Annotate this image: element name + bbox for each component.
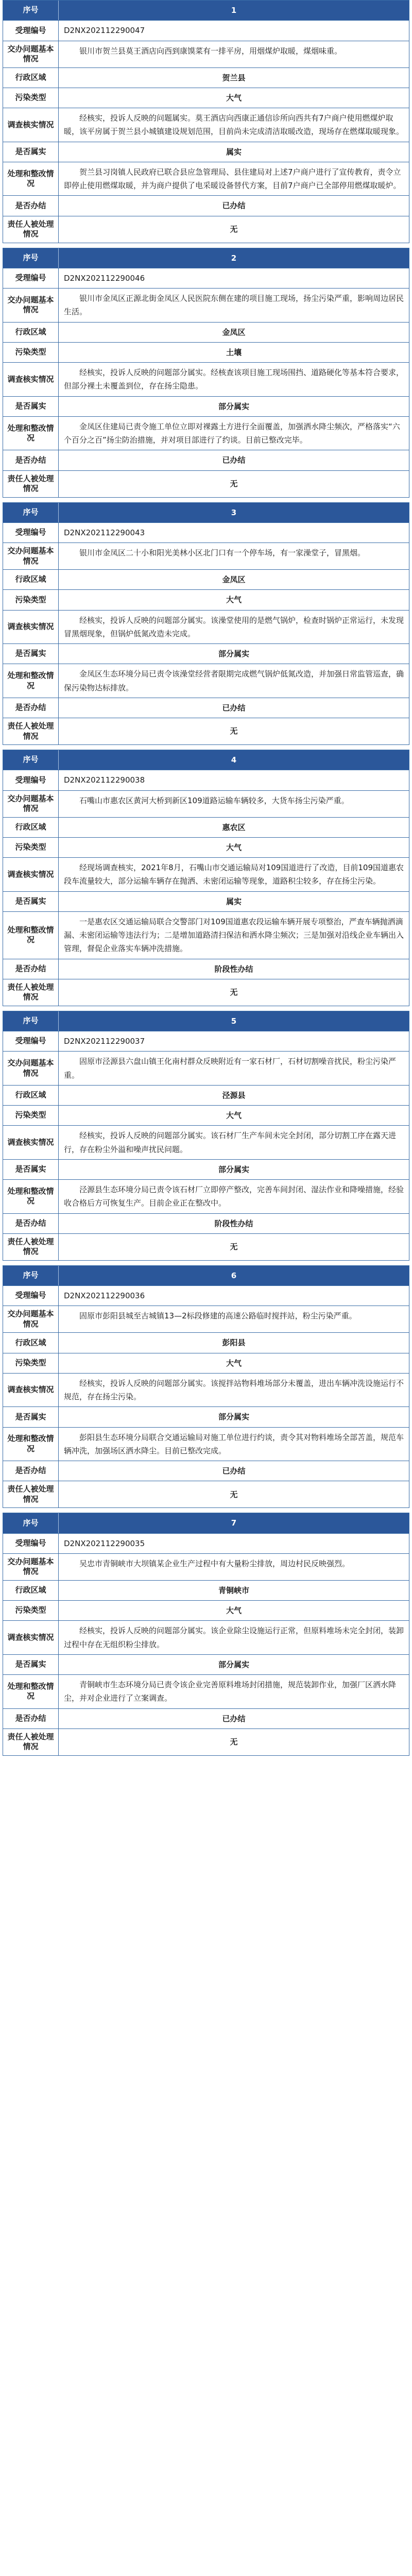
closed-value: 已办结: [222, 201, 246, 211]
confirmed-label: 是否属实: [3, 1407, 59, 1427]
issue-label: 交办问题基本情况: [3, 1052, 59, 1085]
closed-value: 已办结: [222, 1466, 246, 1476]
pollution-value: 大气: [226, 1606, 242, 1615]
pollution-label: 污染类型: [3, 88, 59, 108]
accountable-label: 责任人被处理情况: [3, 1729, 59, 1755]
accountable-row: [3, 1233, 409, 1260]
handling-text: 青铜峡市生态环境分局已责令该企业完善原料堆场封闭措施，规范装卸作业，加强厂区洒水降尘，并对企业进行了立案调查。: [64, 1680, 397, 1703]
issue-label: 交办问题基本情况: [3, 543, 59, 569]
seq-label: 序号: [3, 1, 59, 20]
complaint-record: [3, 1513, 409, 1756]
issue-row: [3, 41, 409, 67]
pollution-label: 污染类型: [3, 590, 59, 609]
investigation-text: 经核实，投诉人反映的问题部分属实。该澡堂使用的是燃气锅炉，检查时锅炉正常运行，未发现冒黑烟现象，但锅炉低氮改造未完成。: [64, 615, 404, 638]
issue-text: 固原市彭阳县城至古城镇13—2标段修建的高速公路临时搅拌站，粉尘污染严重。: [79, 1311, 357, 1321]
issue-row: [3, 543, 409, 569]
confirmed-row: [3, 142, 409, 162]
confirmed-value: 部分属实: [218, 401, 249, 411]
region-row: [3, 817, 409, 837]
pollution-row: [3, 1105, 409, 1125]
handling-text: 一是惠农区交通运输局联合交警部门对109国道惠农段运输车辆开展专项整治，严查车辆抛洒滴漏、未密闭运输等违法行为；二是增加道路清扫保洁和洒水降尘频次；三是加强对沿线企业车辆出入管理，督促企业落实车辆冲洗措施。: [64, 917, 404, 954]
code-label: 受理编号: [3, 1031, 59, 1051]
issue-text: 吴忠市青铜峡市大坝镇某企业生产过程中有大量粉尘排放，周边村民反映强烈。: [79, 1558, 350, 1568]
accountable-row: [3, 1481, 409, 1507]
code-row: [3, 1533, 409, 1553]
investigation-text: 经核实，投诉人反映的问题部分属实。该企业除尘设施运行正常，但原料堆场未完全封闭，装卸过程中存在无组织粉尘排放。: [64, 1626, 404, 1649]
region-label: 行政区域: [3, 818, 59, 837]
pollution-row: [3, 1600, 409, 1620]
issue-row: [3, 288, 409, 322]
code-value: D2NX202112290043: [64, 528, 145, 537]
confirmed-value: 部分属实: [218, 1164, 249, 1174]
investigation-label: 调查核实情况: [3, 108, 59, 142]
issue-row: [3, 1306, 409, 1332]
code-row: [3, 20, 409, 40]
code-row: [3, 770, 409, 790]
handling-label: 处理和整改情况: [3, 162, 59, 196]
region-row: [3, 322, 409, 342]
accountable-value: 无: [230, 1737, 238, 1747]
issue-text: 固原市泾源县六盘山镇王化南村群众反映附近有一家石材厂，石材切割噪音扰民，粉尘污染严重。: [64, 1057, 397, 1080]
closed-row: [3, 1708, 409, 1728]
region-row: [3, 1085, 409, 1105]
handling-row: [3, 416, 409, 450]
handling-label: 处理和整改情况: [3, 912, 59, 959]
handling-value: [59, 1180, 409, 1213]
handling-text: 贺兰县习岗镇人民政府已联合县应急管理局、县住建局对上述7户商户进行了宣传教育，责令立即停止使用燃煤取暖，并为商户提供了电采暖设备替代方案，目前7户商户已全部停用燃煤取暖炉。: [64, 167, 401, 190]
seq-row: [3, 1, 409, 20]
accountable-value: 无: [230, 1489, 238, 1499]
investigation-label: 调查核实情况: [3, 1126, 59, 1159]
seq-row: [3, 248, 409, 268]
confirmed-label: 是否属实: [3, 1655, 59, 1674]
handling-label: 处理和整改情况: [3, 1428, 59, 1461]
issue-row: [3, 1553, 409, 1580]
handling-text: 泾源县生态环境分局已责令该石材厂立即停产整改，完善车间封闭、湿法作业和降噪措施，经验收合格后方可恢复生产。目前企业正在整改中。: [64, 1185, 404, 1208]
pollution-value: 大气: [226, 1358, 242, 1368]
issue-label: 交办问题基本情况: [3, 791, 59, 817]
issue-text: 石嘴山市惠农区黄河大桥到新区109道路运输车辆较多，大货车扬尘污染严重。: [79, 795, 349, 805]
closed-label: 是否办结: [3, 450, 59, 470]
investigation-label: 调查核实情况: [3, 1621, 59, 1654]
handling-row: [3, 1427, 409, 1461]
complaint-record: [3, 1265, 409, 1509]
closed-row: [3, 698, 409, 718]
handling-text: 彭阳县生态环境分局联合交通运输局对施工单位进行约谈，责令其对物料堆场全部苫盖，规范车辆冲洗，加强场区洒水降尘。目前已整改完成。: [64, 1432, 404, 1455]
code-row: [3, 1285, 409, 1306]
seq-row: [3, 1266, 409, 1285]
confirmed-label: 是否属实: [3, 142, 59, 162]
closed-value: 阶段性办结: [214, 964, 253, 974]
seq-label: 序号: [3, 503, 59, 522]
complaint-record: [3, 750, 409, 1006]
confirmed-row: [3, 643, 409, 664]
accountable-row: [3, 1728, 409, 1755]
pollution-label: 污染类型: [3, 343, 59, 362]
issue-value: [59, 289, 409, 322]
closed-value: 已办结: [222, 455, 246, 465]
region-value: 金凤区: [222, 327, 246, 337]
region-value: 金凤区: [222, 575, 246, 584]
confirmed-label: 是否属实: [3, 644, 59, 664]
accountable-value: 无: [230, 1242, 238, 1252]
seq-label: 序号: [3, 750, 59, 770]
confirmed-value: 属实: [226, 147, 242, 157]
region-row: [3, 67, 409, 88]
code-row: [3, 522, 409, 543]
accountable-label: 责任人被处理情况: [3, 1234, 59, 1260]
region-label: 行政区域: [3, 68, 59, 88]
investigation-label: 调查核实情况: [3, 1374, 59, 1407]
pollution-value: 大气: [226, 1111, 242, 1120]
confirmed-value: 部分属实: [218, 649, 249, 658]
code-label: 受理编号: [3, 523, 59, 543]
investigation-value: [59, 108, 409, 142]
region-value: 青铜峡市: [218, 1585, 249, 1595]
region-value: 泾源县: [222, 1090, 246, 1100]
region-label: 行政区域: [3, 1086, 59, 1105]
investigation-value: [59, 1126, 409, 1159]
accountable-value: 无: [230, 988, 238, 997]
investigation-row: [3, 1125, 409, 1159]
confirmed-label: 是否属实: [3, 397, 59, 416]
handling-value: [59, 1675, 409, 1708]
closed-row: [3, 1213, 409, 1233]
pollution-value: 大气: [226, 595, 242, 605]
closed-label: 是否办结: [3, 196, 59, 215]
handling-text: 金凤区住建局已责令施工单位立即对裸露土方进行全面覆盖，加强洒水降尘频次，严格落实“六个百分之百”扬尘防治措施，并对项目部进行了约谈。目前已整改完毕。: [64, 421, 400, 445]
confirmed-label: 是否属实: [3, 892, 59, 911]
issue-row: [3, 790, 409, 817]
investigation-value: [59, 1374, 409, 1407]
code-row: [3, 1031, 409, 1051]
closed-label: 是否办结: [3, 1461, 59, 1481]
confirmed-row: [3, 1406, 409, 1427]
seq-label: 序号: [3, 248, 59, 268]
pollution-row: [3, 837, 409, 857]
closed-label: 是否办结: [3, 1709, 59, 1728]
confirmed-row: [3, 891, 409, 911]
handling-value: [59, 417, 409, 450]
issue-label: 交办问题基本情况: [3, 1306, 59, 1332]
region-row: [3, 1332, 409, 1352]
investigation-value: [59, 858, 409, 891]
region-label: 行政区域: [3, 1333, 59, 1352]
seq-value: 6: [231, 1270, 237, 1280]
accountable-value: 无: [230, 224, 238, 234]
pollution-row: [3, 1353, 409, 1373]
code-label: 受理编号: [3, 1286, 59, 1306]
issue-value: [59, 1052, 409, 1085]
accountable-row: [3, 216, 409, 243]
issue-text: 银川市金凤区二十小和阳光美林小区北门口有一个停车场，有一家澡堂子，冒黑烟。: [79, 548, 366, 557]
pollution-row: [3, 589, 409, 609]
closed-label: 是否办结: [3, 698, 59, 718]
region-row: [3, 1580, 409, 1600]
seq-row: [3, 1513, 409, 1533]
pollution-value: 土壤: [226, 347, 242, 357]
code-value: D2NX202112290036: [64, 1291, 145, 1300]
seq-row: [3, 750, 409, 770]
issue-value: [59, 1554, 409, 1580]
confirmed-row: [3, 1159, 409, 1179]
closed-row: [3, 959, 409, 979]
complaint-record: [3, 1011, 409, 1261]
confirmed-value: 部分属实: [218, 1412, 249, 1422]
issue-text: 银川市金凤区正源北街金凤区人民医院东侧在建的项目施工现场，扬尘污染严重，影响周边居民生活。: [64, 294, 404, 317]
handling-value: [59, 162, 409, 196]
closed-value: 已办结: [222, 703, 246, 713]
pollution-value: 大气: [226, 93, 242, 103]
confirmed-value: 部分属实: [218, 1659, 249, 1669]
seq-value: 7: [231, 1518, 237, 1528]
code-value: D2NX202112290046: [64, 273, 145, 283]
code-value: D2NX202112290047: [64, 26, 145, 36]
closed-row: [3, 450, 409, 470]
closed-row: [3, 195, 409, 215]
investigation-value: [59, 1621, 409, 1654]
closed-value: 已办结: [222, 1714, 246, 1723]
pollution-label: 污染类型: [3, 1601, 59, 1620]
investigation-label: 调查核实情况: [3, 858, 59, 891]
issue-label: 交办问题基本情况: [3, 1554, 59, 1580]
handling-value: [59, 912, 409, 959]
accountable-label: 责任人被处理情况: [3, 471, 59, 497]
region-row: [3, 569, 409, 589]
investigation-row: [3, 857, 409, 891]
handling-label: 处理和整改情况: [3, 664, 59, 698]
handling-text: 金凤区生态环境分局已责令该澡堂经营者限期完成燃气锅炉低氮改造，并加强日常监管巡查，确保污染物达标排放。: [64, 669, 404, 692]
closed-row: [3, 1461, 409, 1481]
complaint-record: [3, 248, 409, 498]
accountable-label: 责任人被处理情况: [3, 1481, 59, 1507]
issue-row: [3, 1051, 409, 1085]
accountable-value: 无: [230, 726, 238, 736]
pollution-row: [3, 342, 409, 362]
handling-row: [3, 911, 409, 959]
region-value: 贺兰县: [222, 73, 246, 82]
confirmed-value: 属实: [226, 896, 242, 906]
seq-value: 4: [231, 755, 237, 765]
complaint-record: [3, 0, 409, 243]
investigation-label: 调查核实情况: [3, 363, 59, 396]
issue-value: [59, 41, 409, 67]
seq-row: [3, 503, 409, 522]
code-value: D2NX202112290038: [64, 775, 145, 785]
issue-value: [59, 791, 409, 817]
investigation-row: [3, 1373, 409, 1407]
accountable-row: [3, 979, 409, 1006]
region-label: 行政区域: [3, 570, 59, 589]
pollution-value: 大气: [226, 842, 242, 852]
investigation-text: 经核实，投诉人反映的问题部分属实。该搅拌站物料堆场部分未覆盖，进出车辆冲洗设施运行不规范，存在扬尘污染。: [64, 1378, 404, 1401]
closed-value: 阶段性办结: [214, 1218, 253, 1228]
handling-value: [59, 1428, 409, 1461]
issue-label: 交办问题基本情况: [3, 41, 59, 67]
seq-label: 序号: [3, 1011, 59, 1031]
code-label: 受理编号: [3, 21, 59, 40]
handling-row: [3, 162, 409, 196]
code-label: 受理编号: [3, 1534, 59, 1553]
handling-row: [3, 1179, 409, 1213]
seq-label: 序号: [3, 1266, 59, 1285]
investigation-row: [3, 1620, 409, 1654]
accountable-row: [3, 718, 409, 744]
investigation-value: [59, 611, 409, 644]
handling-row: [3, 1674, 409, 1708]
seq-label: 序号: [3, 1513, 59, 1533]
region-value: 惠农区: [222, 822, 246, 832]
pollution-row: [3, 88, 409, 108]
investigation-row: [3, 362, 409, 396]
investigation-text: 经核实，投诉人反映的问题部分属实。该石材厂生产车间未完全封闭，部分切割工序在露天进行，存在粉尘外溢和噪声扰民问题。: [64, 1131, 397, 1154]
region-label: 行政区域: [3, 1581, 59, 1600]
seq-value: 5: [231, 1016, 237, 1026]
confirmed-row: [3, 1654, 409, 1674]
code-value: D2NX202112290035: [64, 1538, 145, 1548]
confirmed-label: 是否属实: [3, 1160, 59, 1179]
closed-label: 是否办结: [3, 959, 59, 979]
code-value: D2NX202112290037: [64, 1037, 145, 1046]
handling-label: 处理和整改情况: [3, 1180, 59, 1213]
investigation-text: 经现场调查核实，2021年8月，石嘴山市交通运输局对109国道进行了改造，目前109国道惠农段车流量较大，部分运输车辆存在抛洒、未密闭运输等现象，道路积尘较多，存在扬尘污染。: [64, 863, 404, 886]
issue-value: [59, 1306, 409, 1332]
seq-value: 1: [231, 6, 237, 15]
handling-row: [3, 664, 409, 698]
pollution-label: 污染类型: [3, 1353, 59, 1373]
confirmed-row: [3, 396, 409, 416]
issue-value: [59, 543, 409, 569]
accountable-row: [3, 470, 409, 497]
handling-value: [59, 664, 409, 698]
accountable-label: 责任人被处理情况: [3, 718, 59, 744]
accountable-label: 责任人被处理情况: [3, 979, 59, 1006]
code-row: [3, 268, 409, 288]
pollution-label: 污染类型: [3, 838, 59, 857]
issue-label: 交办问题基本情况: [3, 289, 59, 322]
seq-value: 3: [231, 507, 237, 517]
region-value: 彭阳县: [222, 1338, 246, 1348]
investigation-text: 经核实，投诉人反映的问题部分属实。经核查该项目施工现场围挡、道路硬化等基本符合要求，但部分裸土未覆盖到位，存在扬尘隐患。: [64, 368, 404, 391]
investigation-value: [59, 363, 409, 396]
closed-label: 是否办结: [3, 1214, 59, 1233]
code-label: 受理编号: [3, 268, 59, 288]
pollution-label: 污染类型: [3, 1106, 59, 1125]
accountable-label: 责任人被处理情况: [3, 216, 59, 243]
region-label: 行政区域: [3, 323, 59, 342]
seq-row: [3, 1011, 409, 1031]
investigation-row: [3, 610, 409, 644]
complaint-record: [3, 502, 409, 745]
investigation-label: 调查核实情况: [3, 611, 59, 644]
issue-text: 银川市贺兰县莫王酒店向西到康馍菜有一排平房，用烟煤炉取暖，煤烟味重。: [79, 46, 342, 56]
accountable-value: 无: [230, 479, 238, 488]
investigation-row: [3, 108, 409, 142]
handling-label: 处理和整改情况: [3, 1675, 59, 1708]
seq-value: 2: [231, 253, 237, 263]
code-label: 受理编号: [3, 770, 59, 790]
investigation-text: 经核实，投诉人反映的问题属实。莫王酒店向西康正通信诊所向西共有7户商户使用燃煤炉取暖，该平房属于贺兰县小城镇建设规划范围，目前尚未完成清洁取暖改造，现场存在燃煤取暖现象。: [64, 113, 404, 137]
handling-label: 处理和整改情况: [3, 417, 59, 450]
